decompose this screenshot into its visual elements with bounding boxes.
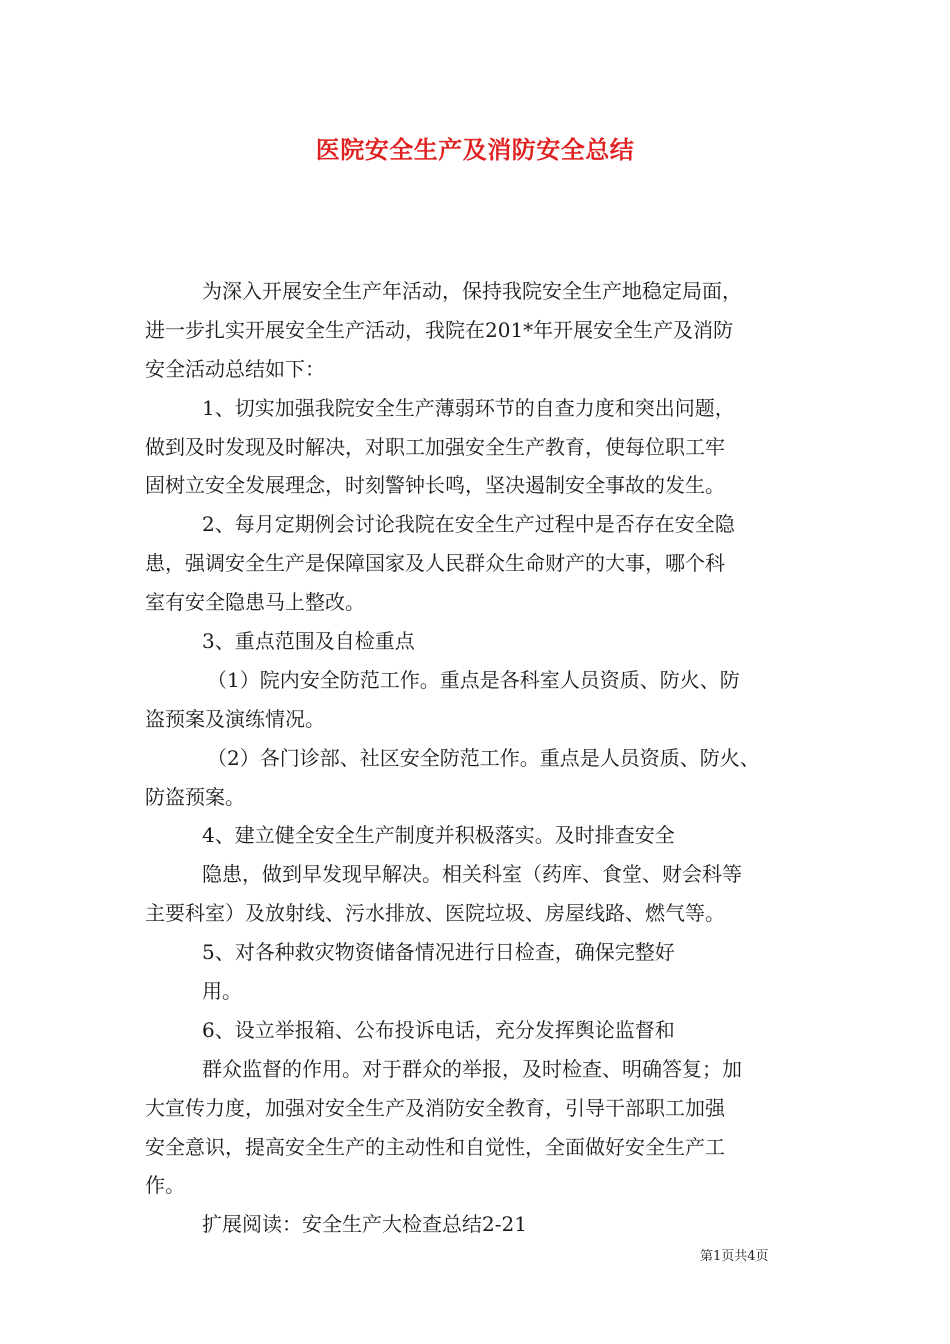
body-line: 3、重点范围及自检重点 bbox=[202, 629, 415, 654]
body-line: 作。 bbox=[145, 1173, 185, 1198]
body-line: 扩展阅读：安全生产大检查总结2-21 bbox=[202, 1212, 527, 1237]
body-line: 室有安全隐患马上整改。 bbox=[145, 590, 365, 615]
body-line: 隐患，做到早发现早解决。相关科室（药库、食堂、财会科等 bbox=[202, 862, 742, 887]
body-line: 1、切实加强我院安全生产薄弱环节的自查力度和突出问题， bbox=[202, 395, 735, 420]
body-line: 进一步扎实开展安全生产活动，我院在201*年开展安全生产及消防 bbox=[145, 317, 734, 342]
body-line: 2、每月定期例会讨论我院在安全生产过程中是否存在安全隐 bbox=[202, 512, 735, 537]
body-line: 5、对各种救灾物资储备情况进行日检查，确保完整好 bbox=[202, 940, 675, 965]
body-line: 防盗预案。 bbox=[145, 784, 245, 809]
body-line: 固树立安全发展理念，时刻警钟长鸣，坚决遏制安全事故的发生。 bbox=[145, 473, 725, 498]
page-number-footer: 第1页共4页 bbox=[700, 1249, 769, 1264]
document-body bbox=[145, 272, 810, 1244]
body-line: 4、建立健全安全生产制度并积极落实。及时排查安全 bbox=[202, 823, 675, 848]
body-line: 群众监督的作用。对于群众的举报，及时检查、明确答复；加 bbox=[202, 1056, 742, 1081]
body-line: 做到及时发现及时解决，对职工加强安全生产教育，使每位职工牢 bbox=[145, 434, 725, 459]
body-line: 患，强调安全生产是保障国家及人民群众生命财产的大事，哪个科 bbox=[145, 551, 725, 576]
body-line: 安全活动总结如下： bbox=[145, 356, 325, 381]
body-line: 6、设立举报箱、公布投诉电话，充分发挥舆论监督和 bbox=[202, 1017, 675, 1042]
body-line: 安全意识，提高安全生产的主动性和自觉性，全面做好安全生产工 bbox=[145, 1134, 725, 1159]
body-line: （1）院内安全防范工作。重点是各科室人员资质、防火、防 bbox=[207, 667, 740, 692]
body-line: 盗预案及演练情况。 bbox=[145, 706, 325, 731]
body-line: 大宣传力度，加强对安全生产及消防安全教育，引导干部职工加强 bbox=[145, 1095, 725, 1120]
body-line: 为深入开展安全生产年活动，保持我院安全生产地稳定局面， bbox=[202, 279, 742, 303]
page-title: 医院安全生产及消防安全总结 bbox=[315, 135, 635, 164]
body-line: 主要科室）及放射线、污水排放、医院垃圾、房屋线路、燃气等。 bbox=[145, 901, 725, 926]
body-line: （2）各门诊部、社区安全防范工作。重点是人员资质、防火、 bbox=[207, 745, 760, 770]
body-line: 用。 bbox=[202, 979, 242, 1004]
